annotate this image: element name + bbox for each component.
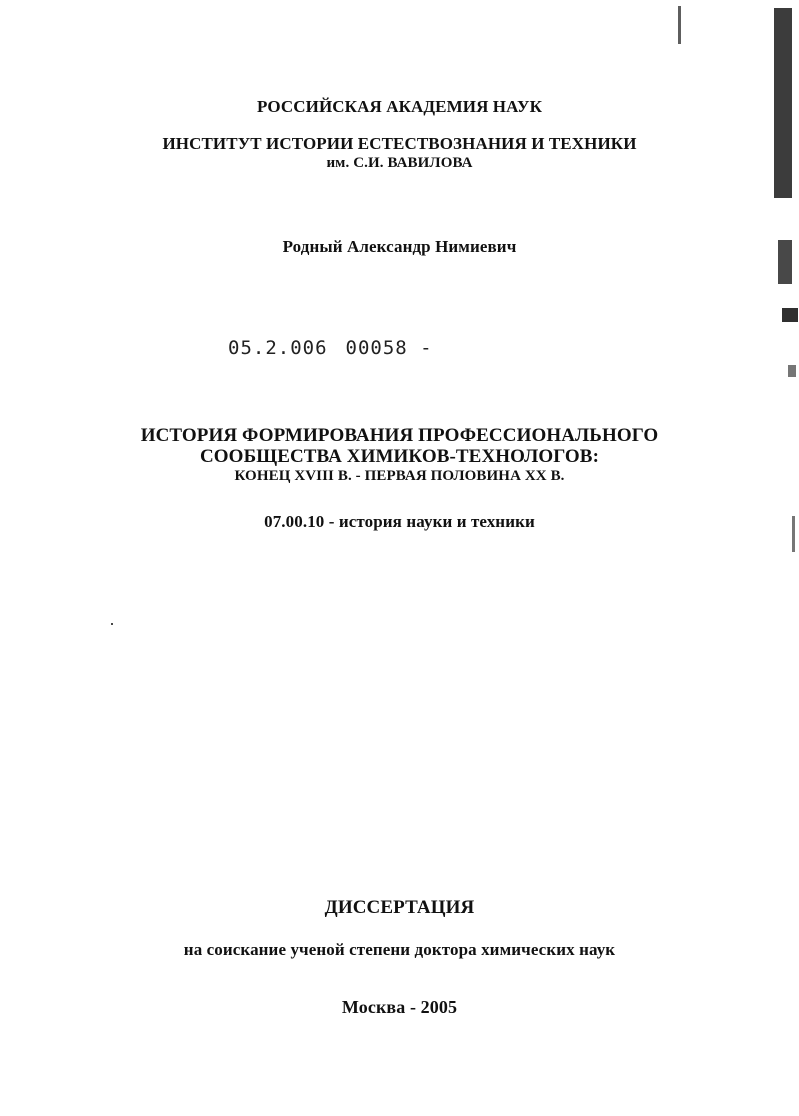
specialty-code: 07.00.10 - история науки и техники	[264, 512, 535, 531]
thesis-title-line-1: ИСТОРИЯ ФОРМИРОВАНИЯ ПРОФЕССИОНАЛЬНОГО	[140, 425, 659, 446]
author-name: Родный Александр Нимиевич	[282, 237, 517, 256]
academy-name: РОССИЙСКАЯ АКАДЕМИЯ НАУК	[256, 97, 543, 116]
thesis-title-line-2: СООБЩЕСТВА ХИМИКОВ-ТЕХНОЛОГОВ:	[199, 446, 600, 467]
scan-dot	[111, 623, 113, 625]
institute-name-suffix: им. С.И. ВАВИЛОВА	[326, 155, 473, 171]
thesis-title-line-3: КОНЕЦ XVIII В. - ПЕРВАЯ ПОЛОВИНА XX В.	[234, 468, 565, 484]
place-year: Москва - 2005	[341, 997, 458, 1017]
stamp-number: 00058 -	[345, 337, 433, 359]
registration-stamp	[228, 337, 433, 359]
document-type: ДИССЕРТАЦИЯ	[324, 897, 475, 918]
degree-line: на соискание ученой степени доктора химических наук	[183, 940, 616, 959]
scan-edge-mark	[788, 365, 796, 377]
scan-edge-mark	[678, 6, 681, 44]
scan-edge-mark	[782, 308, 798, 322]
stamp-code: 05.2.006	[228, 337, 328, 359]
institute-name: ИНСТИТУТ ИСТОРИИ ЕСТЕСТВОЗНАНИЯ И ТЕХНИКИ	[162, 134, 637, 153]
